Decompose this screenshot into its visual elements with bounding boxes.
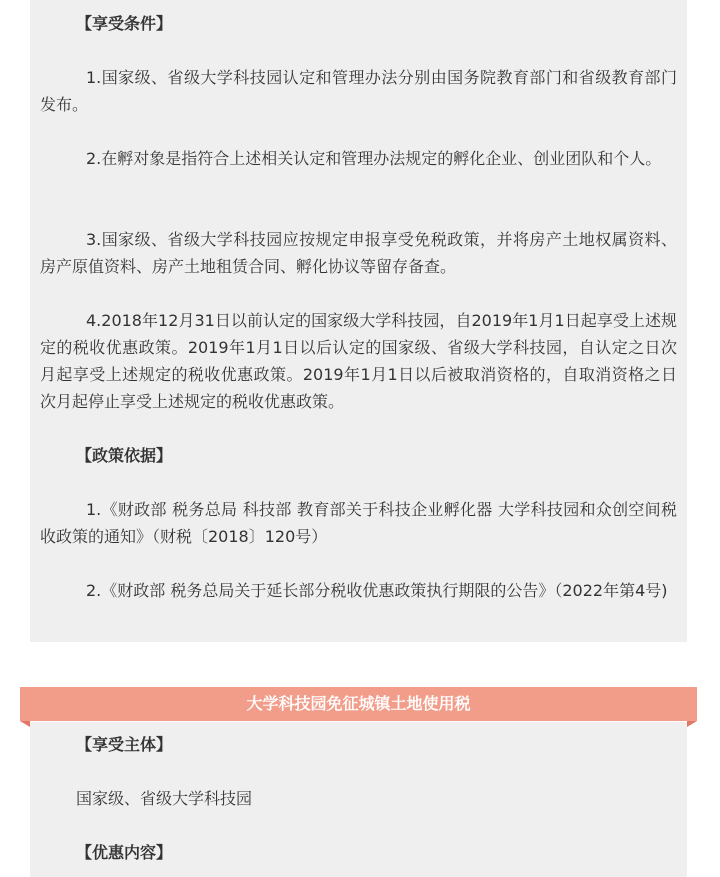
banner-fold-right: [687, 721, 697, 727]
basis-heading: 【政策依据】: [76, 446, 173, 465]
condition-item-3: 3.国家级、省级大学科技园应按规定申报享受免税政策，并将房产土地权属资料、房产原值资料、房产土地租赁合同、孵化协议等留存备查。: [40, 230, 677, 276]
basis-item-2: 2.《财政部 税务总局关于延长部分税收优惠政策执行期限的公告》（2022年第4号): [86, 581, 668, 600]
section-banner: [20, 687, 697, 721]
policy-panel-land-tax: [30, 722, 687, 877]
benefit-heading: 【优惠内容】: [76, 843, 173, 862]
policy-panel-conditions: [30, 0, 687, 642]
conditions-heading: 【享受条件】: [76, 14, 173, 33]
condition-item-2: 2.在孵对象是指符合上述相关认定和管理办法规定的孵化企业、创业团队和个人。: [86, 149, 662, 168]
banner-fold-left: [20, 721, 30, 727]
basis-item-1: 1.《财政部 税务总局 科技部 教育部关于科技企业孵化器 大学科技园和众创空间税收政策的通知》（财税〔2018〕120号）: [40, 500, 677, 546]
banner-title: 大学科技园免征城镇土地使用税: [246, 694, 471, 713]
condition-item-4: 4.2018年12月31日以前认定的国家级大学科技园，自2019年1月1日起享受上述规定的税收优惠政策。2019年1月1日以后认定的国家级、省级大学科技园，自认定之日次月起享受上述规定的税收优惠政策。2019年1月1日以后被取消资格的，自取消资格之日次月起停止享受上述规定的税收优惠政策。: [40, 311, 677, 411]
subject-text: 国家级、省级大学科技园: [76, 789, 253, 808]
condition-item-1: 1.国家级、省级大学科技园认定和管理办法分别由国务院教育部门和省级教育部门发布。: [40, 68, 677, 114]
subject-heading: 【享受主体】: [76, 735, 173, 754]
